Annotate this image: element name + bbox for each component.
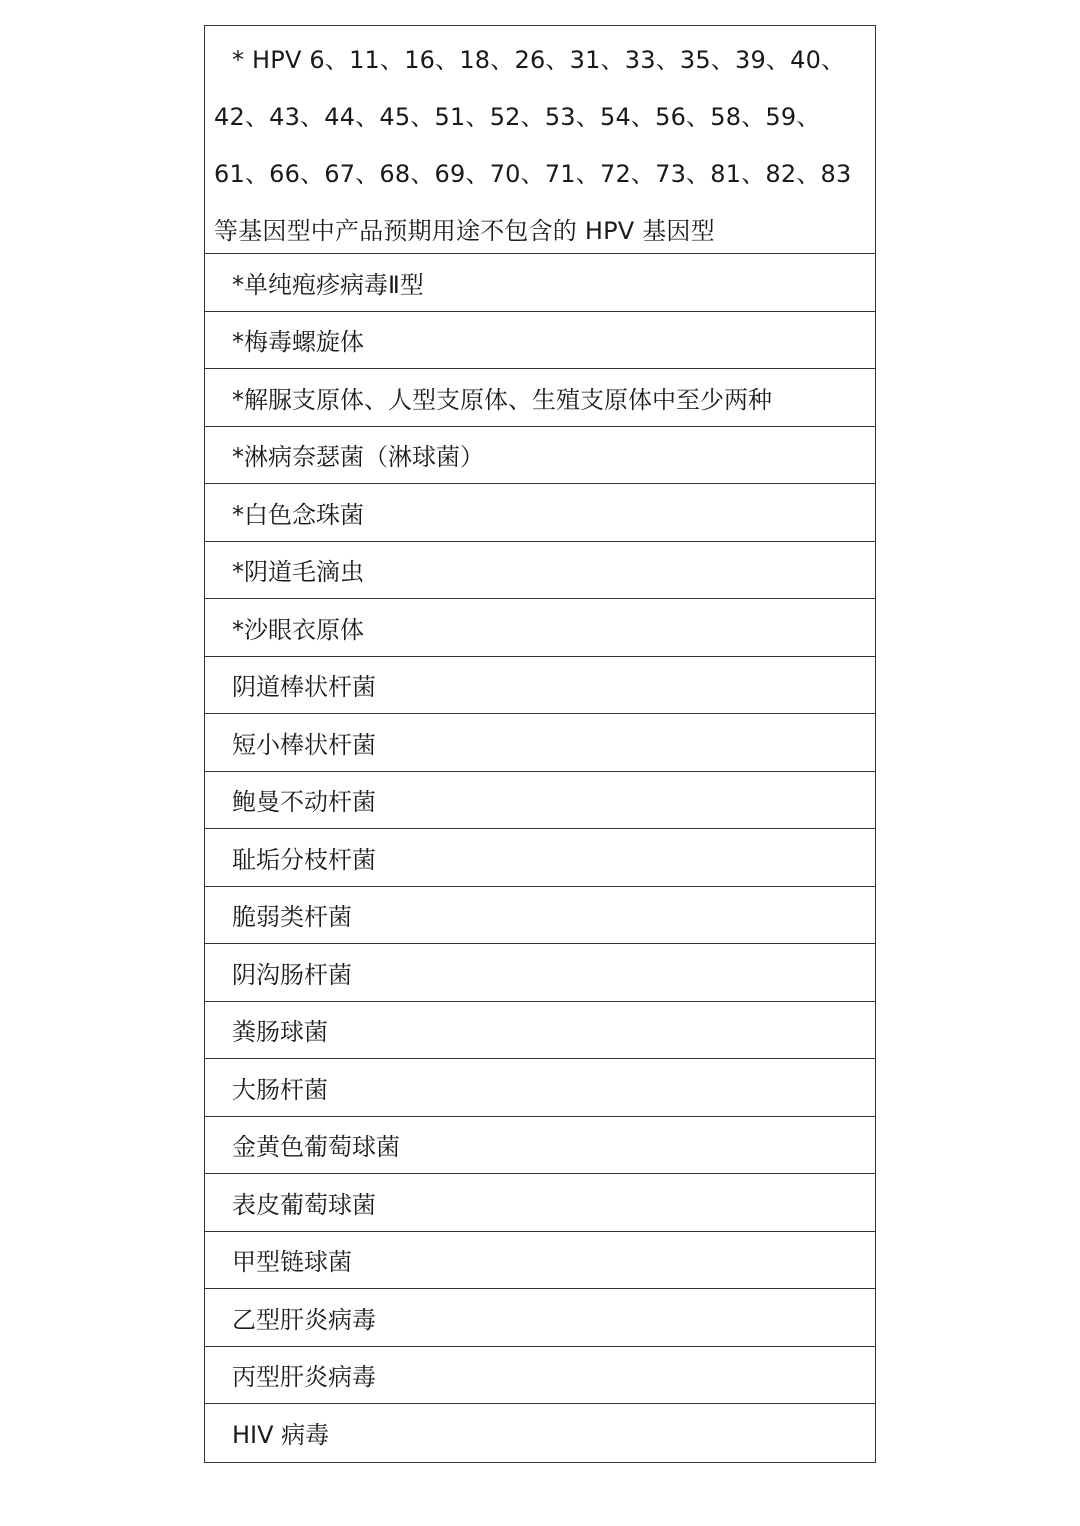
table-cell: 金黄色葡萄球菌 xyxy=(232,1133,400,1162)
table-row xyxy=(205,1404,875,1462)
table-cell: 耻垢分枝杆菌 xyxy=(232,845,376,874)
table-cell: *单纯疱疹病毒Ⅱ型 xyxy=(232,270,424,299)
table-row xyxy=(205,1289,875,1347)
table-cell: 甲型链球菌 xyxy=(232,1248,352,1277)
table-row xyxy=(205,1117,875,1175)
table-cell: 阴道棒状杆菌 xyxy=(232,673,376,702)
table-row xyxy=(205,1232,875,1290)
table-cell: *白色念珠菌 xyxy=(232,500,364,529)
table-cell: 粪肠球菌 xyxy=(232,1018,328,1047)
table-row xyxy=(205,1059,875,1117)
table-cell: *梅毒螺旋体 xyxy=(232,328,364,357)
table-row xyxy=(205,542,875,600)
table-cell: *解脲支原体、人型支原体、生殖支原体中至少两种 xyxy=(232,385,772,414)
table-row xyxy=(205,484,875,542)
table-row xyxy=(205,944,875,1002)
table-row xyxy=(205,772,875,830)
table-row xyxy=(205,1174,875,1232)
hpv-genotypes-text: * HPV 6、11、16、18、26、31、33、35、39、40、42、43、44、45、51、52、53、54、56、58、59、61、66、67、68、69、70、71、72、73、81、82、83 等基因型中产品预期用途不包含的 HPV 基因型 xyxy=(214,46,852,245)
table-cell: 阴沟肠杆菌 xyxy=(232,960,352,989)
table-row xyxy=(205,369,875,427)
table-row-hpv-genotypes xyxy=(205,26,875,254)
table-cell: *淋病奈瑟菌（淋球菌） xyxy=(232,443,484,472)
table-cell: *阴道毛滴虫 xyxy=(232,558,364,587)
table-row xyxy=(205,599,875,657)
table-cell: 乙型肝炎病毒 xyxy=(232,1305,376,1334)
table-cell: 丙型肝炎病毒 xyxy=(232,1363,376,1392)
table-row xyxy=(205,714,875,772)
table-cell: 脆弱类杆菌 xyxy=(232,903,352,932)
table-cell: 鲍曼不动杆菌 xyxy=(232,788,376,817)
table-cell: *沙眼衣原体 xyxy=(232,615,364,644)
table-row xyxy=(205,1347,875,1405)
table-row xyxy=(205,312,875,370)
table-row xyxy=(205,887,875,945)
table-cell: 短小棒状杆菌 xyxy=(232,730,376,759)
table-row xyxy=(205,657,875,715)
table-cell: 大肠杆菌 xyxy=(232,1075,328,1104)
table-row xyxy=(205,427,875,485)
table-cell: HIV 病毒 xyxy=(232,1421,330,1450)
table-cell: 表皮葡萄球菌 xyxy=(232,1190,376,1219)
pathogen-table xyxy=(204,25,876,1463)
table-row xyxy=(205,1002,875,1060)
table-row xyxy=(205,254,875,312)
table-row xyxy=(205,829,875,887)
